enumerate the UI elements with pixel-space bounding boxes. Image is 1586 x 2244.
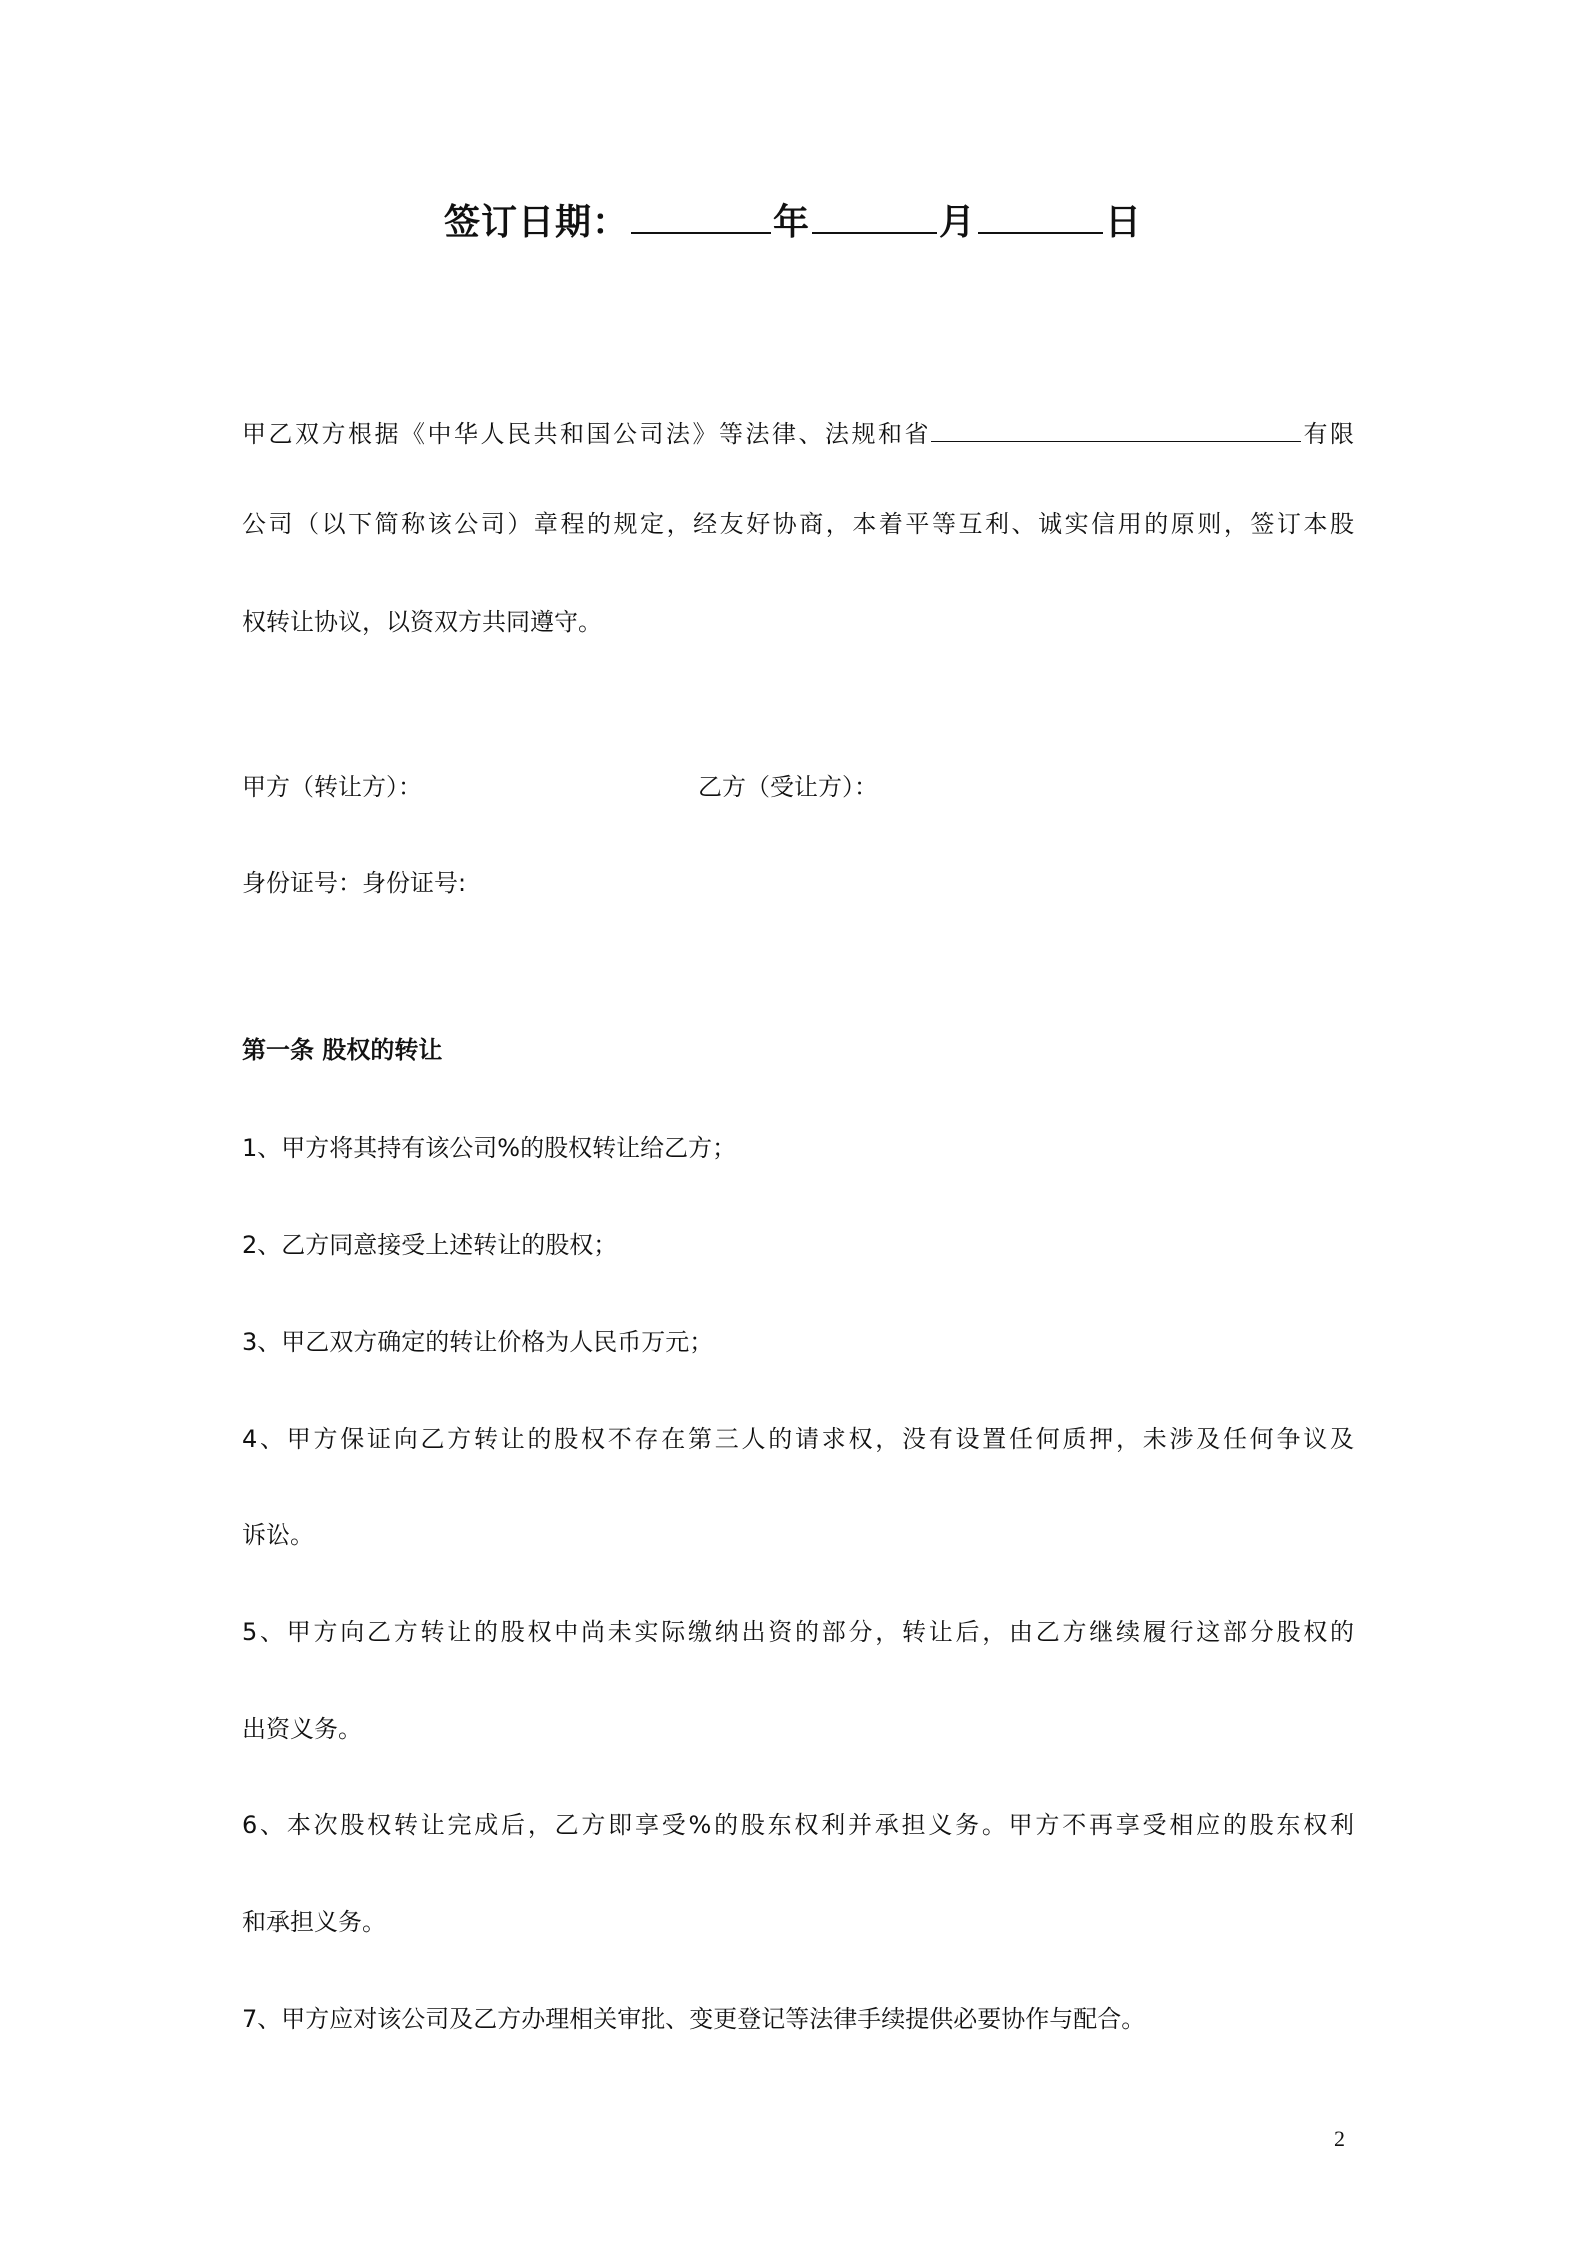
month-label: 月 bbox=[939, 202, 977, 243]
intro-line-1 bbox=[242, 413, 1354, 451]
year-blank bbox=[631, 198, 771, 234]
parties-line bbox=[242, 770, 1354, 804]
day-label: 日 bbox=[1105, 202, 1143, 243]
article-1-item-continued: 诉讼。 bbox=[242, 1521, 314, 1549]
month-blank bbox=[812, 198, 937, 234]
page-number: 2 bbox=[1334, 2126, 1345, 2151]
article-1-item: 1、甲方将其持有该公司%的股权转让给乙方； bbox=[242, 1134, 737, 1162]
article-1-item: 4、甲方保证向乙方转让的股权不存在第三人的请求权，没有设置任何质押，未涉及任何争议及 bbox=[242, 1425, 1354, 1453]
intro-line-2: 公司（以下简称该公司）章程的规定，经友好协商，本着平等互利、诚实信用的原则，签订本股 bbox=[242, 510, 1354, 538]
signing-date-label: 签订日期： bbox=[443, 202, 629, 243]
signing-date-title bbox=[0, 198, 1586, 247]
party-b-label: 乙方（受让方）： bbox=[698, 773, 878, 801]
intro-line-1-end: 有限 bbox=[1301, 420, 1354, 448]
id-numbers-line: 身份证号：身份证号: bbox=[242, 869, 467, 897]
article-1-item: 5、甲方向乙方转让的股权中尚未实际缴纳出资的部分，转让后，由乙方继续履行这部分股权的 bbox=[242, 1618, 1354, 1646]
day-blank bbox=[978, 198, 1103, 234]
intro-line-1-start: 甲乙双方根据《中华人民共和国公司法》等法律、法规和省 bbox=[242, 420, 931, 448]
article-1-item: 2、乙方同意接受上述转让的股权； bbox=[242, 1231, 618, 1259]
article-1-item: 7、甲方应对该公司及乙方办理相关审批、变更登记等法律手续提供必要协作与配合。 bbox=[242, 2005, 1146, 2033]
article-1-item-continued: 和承担义务。 bbox=[242, 1908, 386, 1936]
article-1-item-continued: 出资义务。 bbox=[242, 1715, 362, 1743]
year-label: 年 bbox=[772, 202, 810, 243]
article-1-item: 6、本次股权转让完成后，乙方即享受%的股东权利并承担义务。甲方不再享受相应的股东权利 bbox=[242, 1811, 1354, 1839]
party-a-label: 甲方（转让方）： bbox=[242, 773, 422, 801]
province-company-blank bbox=[931, 413, 1301, 442]
article-1-item: 3、甲乙双方确定的转让价格为人民币万元； bbox=[242, 1328, 714, 1356]
intro-line-3: 权转让协议，以资双方共同遵守。 bbox=[242, 608, 602, 636]
article-1-heading: 第一条 股权的转让 bbox=[242, 1036, 443, 1064]
